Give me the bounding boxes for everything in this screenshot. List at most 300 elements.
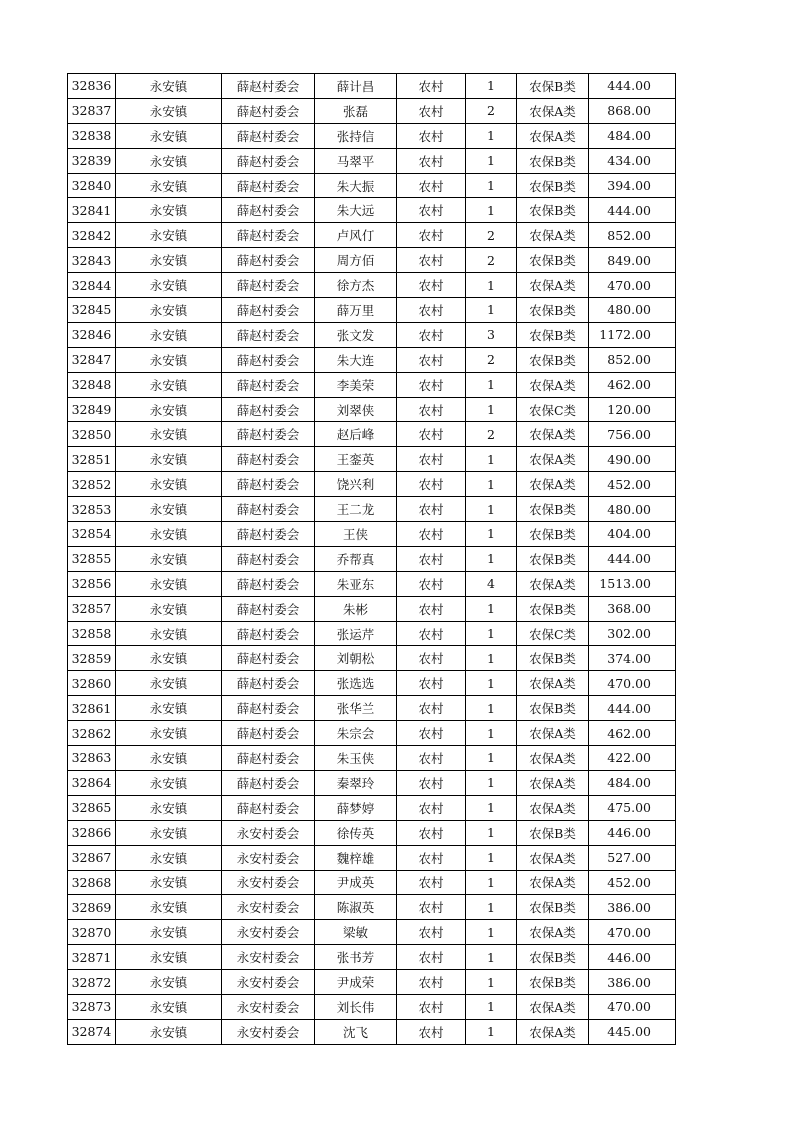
amount-cell: 462.00 [589,372,676,397]
amount-cell: 422.00 [589,746,676,771]
household-size-cell: 1 [466,472,517,497]
table-row [68,895,676,920]
household-type-cell: 农村 [397,571,466,596]
household-type-cell: 农村 [397,546,466,571]
row-id-cell: 32850 [68,422,116,447]
village-committee-cell: 薛赵村委会 [222,223,315,248]
household-size-cell: 1 [466,123,517,148]
amount-cell: 452.00 [589,472,676,497]
household-type-cell: 农村 [397,945,466,970]
household-type-cell: 农村 [397,895,466,920]
household-size-cell: 1 [466,646,517,671]
insurance-category-cell: 农保A类 [517,447,589,472]
row-id-cell: 32841 [68,198,116,223]
household-size-cell: 1 [466,148,517,173]
household-size-cell: 2 [466,347,517,372]
insurance-category-cell: 农保B类 [517,497,589,522]
insurance-category-cell: 农保B类 [517,148,589,173]
amount-cell: 446.00 [589,820,676,845]
person-name-cell: 尹成荣 [315,970,397,995]
household-type-cell: 农村 [397,422,466,447]
household-size-cell: 1 [466,696,517,721]
amount-cell: 386.00 [589,895,676,920]
village-committee-cell: 薛赵村委会 [222,273,315,298]
row-id-cell: 32868 [68,870,116,895]
amount-cell: 490.00 [589,447,676,472]
table-row [68,397,676,422]
amount-cell: 444.00 [589,198,676,223]
table-row [68,696,676,721]
table-row [68,123,676,148]
row-id-cell: 32859 [68,646,116,671]
village-committee-cell: 永安村委会 [222,820,315,845]
row-id-cell: 32870 [68,920,116,945]
household-type-cell: 农村 [397,347,466,372]
table-row [68,447,676,472]
amount-cell: 120.00 [589,397,676,422]
row-id-cell: 32864 [68,770,116,795]
table-row [68,322,676,347]
village-committee-cell: 薛赵村委会 [222,422,315,447]
household-type-cell: 农村 [397,970,466,995]
amount-cell: 446.00 [589,945,676,970]
household-size-cell: 1 [466,397,517,422]
village-committee-cell: 薛赵村委会 [222,497,315,522]
insurance-category-cell: 农保A类 [517,571,589,596]
table-row [68,148,676,173]
village-committee-cell: 薛赵村委会 [222,173,315,198]
town-cell: 永安镇 [116,347,222,372]
town-cell: 永安镇 [116,571,222,596]
town-cell: 永安镇 [116,770,222,795]
row-id-cell: 32836 [68,74,116,99]
row-id-cell: 32858 [68,621,116,646]
amount-cell: 470.00 [589,671,676,696]
person-name-cell: 王侠 [315,522,397,547]
person-name-cell: 刘翠侠 [315,397,397,422]
village-committee-cell: 永安村委会 [222,920,315,945]
insurance-category-cell: 农保B类 [517,347,589,372]
amount-cell: 527.00 [589,845,676,870]
person-name-cell: 朱玉侠 [315,746,397,771]
row-id-cell: 32863 [68,746,116,771]
insurance-category-cell: 农保B类 [517,173,589,198]
amount-cell: 445.00 [589,1019,676,1044]
household-size-cell: 1 [466,74,517,99]
household-type-cell: 农村 [397,173,466,198]
table-row [68,248,676,273]
row-id-cell: 32849 [68,397,116,422]
household-type-cell: 农村 [397,223,466,248]
town-cell: 永安镇 [116,372,222,397]
person-name-cell: 朱彬 [315,596,397,621]
insurance-category-cell: 农保B类 [517,322,589,347]
row-id-cell: 32854 [68,522,116,547]
household-type-cell: 农村 [397,397,466,422]
row-id-cell: 32857 [68,596,116,621]
row-id-cell: 32840 [68,173,116,198]
insurance-category-cell: 农保A类 [517,795,589,820]
table-row [68,1019,676,1044]
household-size-cell: 1 [466,970,517,995]
person-name-cell: 朱大振 [315,173,397,198]
row-id-cell: 32837 [68,98,116,123]
amount-cell: 852.00 [589,223,676,248]
table-row [68,845,676,870]
village-committee-cell: 永安村委会 [222,870,315,895]
insurance-category-cell: 农保A类 [517,920,589,945]
row-id-cell: 32847 [68,347,116,372]
village-committee-cell: 薛赵村委会 [222,671,315,696]
household-type-cell: 农村 [397,123,466,148]
person-name-cell: 马翠平 [315,148,397,173]
village-committee-cell: 永安村委会 [222,970,315,995]
household-type-cell: 农村 [397,770,466,795]
insurance-category-cell: 农保C类 [517,621,589,646]
household-size-cell: 1 [466,820,517,845]
table-row [68,98,676,123]
household-size-cell: 3 [466,322,517,347]
village-committee-cell: 永安村委会 [222,895,315,920]
table-row [68,422,676,447]
household-type-cell: 农村 [397,372,466,397]
household-size-cell: 1 [466,372,517,397]
town-cell: 永安镇 [116,920,222,945]
amount-cell: 470.00 [589,273,676,298]
village-committee-cell: 薛赵村委会 [222,596,315,621]
person-name-cell: 薛计昌 [315,74,397,99]
household-size-cell: 1 [466,945,517,970]
household-type-cell: 农村 [397,671,466,696]
person-name-cell: 张文发 [315,322,397,347]
household-type-cell: 农村 [397,646,466,671]
village-committee-cell: 永安村委会 [222,994,315,1019]
household-size-cell: 2 [466,248,517,273]
amount-cell: 444.00 [589,546,676,571]
row-id-cell: 32866 [68,820,116,845]
row-id-cell: 32844 [68,273,116,298]
insurance-category-cell: 农保A类 [517,870,589,895]
household-type-cell: 农村 [397,522,466,547]
household-size-cell: 1 [466,298,517,323]
town-cell: 永安镇 [116,671,222,696]
household-size-cell: 1 [466,546,517,571]
town-cell: 永安镇 [116,298,222,323]
household-type-cell: 农村 [397,820,466,845]
table-row [68,945,676,970]
person-name-cell: 张磊 [315,98,397,123]
row-id-cell: 32874 [68,1019,116,1044]
amount-cell: 756.00 [589,422,676,447]
town-cell: 永安镇 [116,546,222,571]
person-name-cell: 薛梦婷 [315,795,397,820]
amount-cell: 374.00 [589,646,676,671]
table-row [68,671,676,696]
row-id-cell: 32848 [68,372,116,397]
insurance-category-cell: 农保A类 [517,770,589,795]
person-name-cell: 王二龙 [315,497,397,522]
insurance-category-cell: 农保A类 [517,721,589,746]
household-size-cell: 1 [466,746,517,771]
person-name-cell: 徐方杰 [315,273,397,298]
table-row [68,223,676,248]
town-cell: 永安镇 [116,98,222,123]
insurance-category-cell: 农保B类 [517,820,589,845]
village-committee-cell: 薛赵村委会 [222,447,315,472]
person-name-cell: 饶兴利 [315,472,397,497]
person-name-cell: 张华兰 [315,696,397,721]
table-row [68,770,676,795]
person-name-cell: 刘长伟 [315,994,397,1019]
village-committee-cell: 薛赵村委会 [222,770,315,795]
table-row [68,372,676,397]
household-type-cell: 农村 [397,472,466,497]
person-name-cell: 沈飞 [315,1019,397,1044]
town-cell: 永安镇 [116,173,222,198]
town-cell: 永安镇 [116,273,222,298]
town-cell: 永安镇 [116,820,222,845]
row-id-cell: 32861 [68,696,116,721]
insurance-category-cell: 农保B类 [517,522,589,547]
household-type-cell: 农村 [397,273,466,298]
town-cell: 永安镇 [116,397,222,422]
household-size-cell: 2 [466,223,517,248]
row-id-cell: 32872 [68,970,116,995]
amount-cell: 452.00 [589,870,676,895]
village-committee-cell: 薛赵村委会 [222,696,315,721]
household-size-cell: 1 [466,198,517,223]
insurance-category-cell: 农保C类 [517,397,589,422]
insurance-category-cell: 农保A类 [517,123,589,148]
insurance-category-cell: 农保A类 [517,372,589,397]
town-cell: 永安镇 [116,1019,222,1044]
row-id-cell: 32869 [68,895,116,920]
insurance-category-cell: 农保A类 [517,671,589,696]
table-row [68,273,676,298]
household-type-cell: 农村 [397,994,466,1019]
person-name-cell: 周方佰 [315,248,397,273]
household-type-cell: 农村 [397,845,466,870]
village-committee-cell: 薛赵村委会 [222,621,315,646]
household-type-cell: 农村 [397,696,466,721]
row-id-cell: 32867 [68,845,116,870]
village-committee-cell: 薛赵村委会 [222,472,315,497]
table-row [68,571,676,596]
town-cell: 永安镇 [116,795,222,820]
village-committee-cell: 薛赵村委会 [222,522,315,547]
village-committee-cell: 薛赵村委会 [222,546,315,571]
amount-cell: 368.00 [589,596,676,621]
village-committee-cell: 薛赵村委会 [222,397,315,422]
village-committee-cell: 薛赵村委会 [222,347,315,372]
village-committee-cell: 薛赵村委会 [222,148,315,173]
insurance-category-cell: 农保A类 [517,223,589,248]
table-row [68,298,676,323]
person-name-cell: 朱大连 [315,347,397,372]
household-type-cell: 农村 [397,621,466,646]
person-name-cell: 陈淑英 [315,895,397,920]
household-type-cell: 农村 [397,148,466,173]
town-cell: 永安镇 [116,248,222,273]
table-row [68,546,676,571]
person-name-cell: 李美荣 [315,372,397,397]
insurance-category-cell: 农保B类 [517,945,589,970]
row-id-cell: 32860 [68,671,116,696]
household-type-cell: 农村 [397,596,466,621]
table-row [68,472,676,497]
amount-cell: 470.00 [589,994,676,1019]
town-cell: 永安镇 [116,945,222,970]
table-row [68,646,676,671]
person-name-cell: 王銮英 [315,447,397,472]
household-size-cell: 4 [466,571,517,596]
village-committee-cell: 薛赵村委会 [222,322,315,347]
household-type-cell: 农村 [397,1019,466,1044]
household-size-cell: 1 [466,671,517,696]
amount-cell: 475.00 [589,795,676,820]
village-committee-cell: 薛赵村委会 [222,571,315,596]
household-size-cell: 1 [466,845,517,870]
table-row [68,173,676,198]
row-id-cell: 32839 [68,148,116,173]
table-row [68,795,676,820]
household-type-cell: 农村 [397,497,466,522]
table-row [68,596,676,621]
insurance-category-cell: 农保A类 [517,472,589,497]
town-cell: 永安镇 [116,870,222,895]
table-row [68,347,676,372]
row-id-cell: 32843 [68,248,116,273]
household-size-cell: 1 [466,621,517,646]
table-row [68,198,676,223]
row-id-cell: 32853 [68,497,116,522]
village-committee-cell: 薛赵村委会 [222,298,315,323]
amount-cell: 1172.00 [589,322,676,347]
insurance-category-cell: 农保A类 [517,1019,589,1044]
amount-cell: 444.00 [589,696,676,721]
household-type-cell: 农村 [397,870,466,895]
person-name-cell: 梁敏 [315,920,397,945]
village-committee-cell: 薛赵村委会 [222,746,315,771]
town-cell: 永安镇 [116,696,222,721]
household-size-cell: 1 [466,895,517,920]
household-type-cell: 农村 [397,298,466,323]
person-name-cell: 秦翠玲 [315,770,397,795]
person-name-cell: 朱大远 [315,198,397,223]
person-name-cell: 刘朝松 [315,646,397,671]
person-name-cell: 张选选 [315,671,397,696]
household-size-cell: 1 [466,920,517,945]
household-size-cell: 1 [466,273,517,298]
household-type-cell: 农村 [397,721,466,746]
household-size-cell: 1 [466,994,517,1019]
household-type-cell: 农村 [397,98,466,123]
insurance-category-cell: 农保A类 [517,845,589,870]
household-type-cell: 农村 [397,198,466,223]
amount-cell: 849.00 [589,248,676,273]
town-cell: 永安镇 [116,994,222,1019]
household-size-cell: 1 [466,721,517,746]
amount-cell: 462.00 [589,721,676,746]
person-name-cell: 乔帮真 [315,546,397,571]
town-cell: 永安镇 [116,646,222,671]
amount-cell: 394.00 [589,173,676,198]
household-type-cell: 农村 [397,74,466,99]
household-size-cell: 1 [466,596,517,621]
table-row [68,522,676,547]
town-cell: 永安镇 [116,198,222,223]
town-cell: 永安镇 [116,721,222,746]
row-id-cell: 32838 [68,123,116,148]
household-size-cell: 1 [466,1019,517,1044]
town-cell: 永安镇 [116,970,222,995]
town-cell: 永安镇 [116,322,222,347]
village-committee-cell: 薛赵村委会 [222,248,315,273]
row-id-cell: 32862 [68,721,116,746]
row-id-cell: 32852 [68,472,116,497]
village-committee-cell: 薛赵村委会 [222,646,315,671]
town-cell: 永安镇 [116,596,222,621]
insurance-category-cell: 农保B类 [517,546,589,571]
insurance-category-cell: 农保A类 [517,994,589,1019]
row-id-cell: 32865 [68,795,116,820]
household-size-cell: 1 [466,870,517,895]
household-type-cell: 农村 [397,322,466,347]
person-name-cell: 尹成英 [315,870,397,895]
town-cell: 永安镇 [116,497,222,522]
table-row [68,721,676,746]
village-committee-cell: 薛赵村委会 [222,198,315,223]
village-committee-cell: 薛赵村委会 [222,721,315,746]
town-cell: 永安镇 [116,223,222,248]
amount-cell: 444.00 [589,74,676,99]
town-cell: 永安镇 [116,522,222,547]
amount-cell: 386.00 [589,970,676,995]
household-size-cell: 1 [466,795,517,820]
town-cell: 永安镇 [116,621,222,646]
row-id-cell: 32856 [68,571,116,596]
insurance-category-cell: 农保B类 [517,596,589,621]
amount-cell: 484.00 [589,770,676,795]
town-cell: 永安镇 [116,845,222,870]
household-type-cell: 农村 [397,447,466,472]
row-id-cell: 32871 [68,945,116,970]
row-id-cell: 32845 [68,298,116,323]
person-name-cell: 徐传英 [315,820,397,845]
town-cell: 永安镇 [116,746,222,771]
person-name-cell: 薛万里 [315,298,397,323]
person-name-cell: 卢风仃 [315,223,397,248]
person-name-cell: 朱亚东 [315,571,397,596]
household-size-cell: 1 [466,447,517,472]
person-name-cell: 朱宗会 [315,721,397,746]
household-size-cell: 1 [466,522,517,547]
household-type-cell: 农村 [397,248,466,273]
table-row [68,870,676,895]
insurance-category-cell: 农保B类 [517,696,589,721]
person-name-cell: 魏梓雄 [315,845,397,870]
table-row [68,820,676,845]
insurance-category-cell: 农保B类 [517,248,589,273]
person-name-cell: 张书芳 [315,945,397,970]
table-row [68,746,676,771]
household-size-cell: 1 [466,173,517,198]
household-type-cell: 农村 [397,920,466,945]
insurance-category-cell: 农保B类 [517,298,589,323]
insurance-category-cell: 农保A类 [517,746,589,771]
household-size-cell: 1 [466,497,517,522]
village-committee-cell: 永安村委会 [222,1019,315,1044]
